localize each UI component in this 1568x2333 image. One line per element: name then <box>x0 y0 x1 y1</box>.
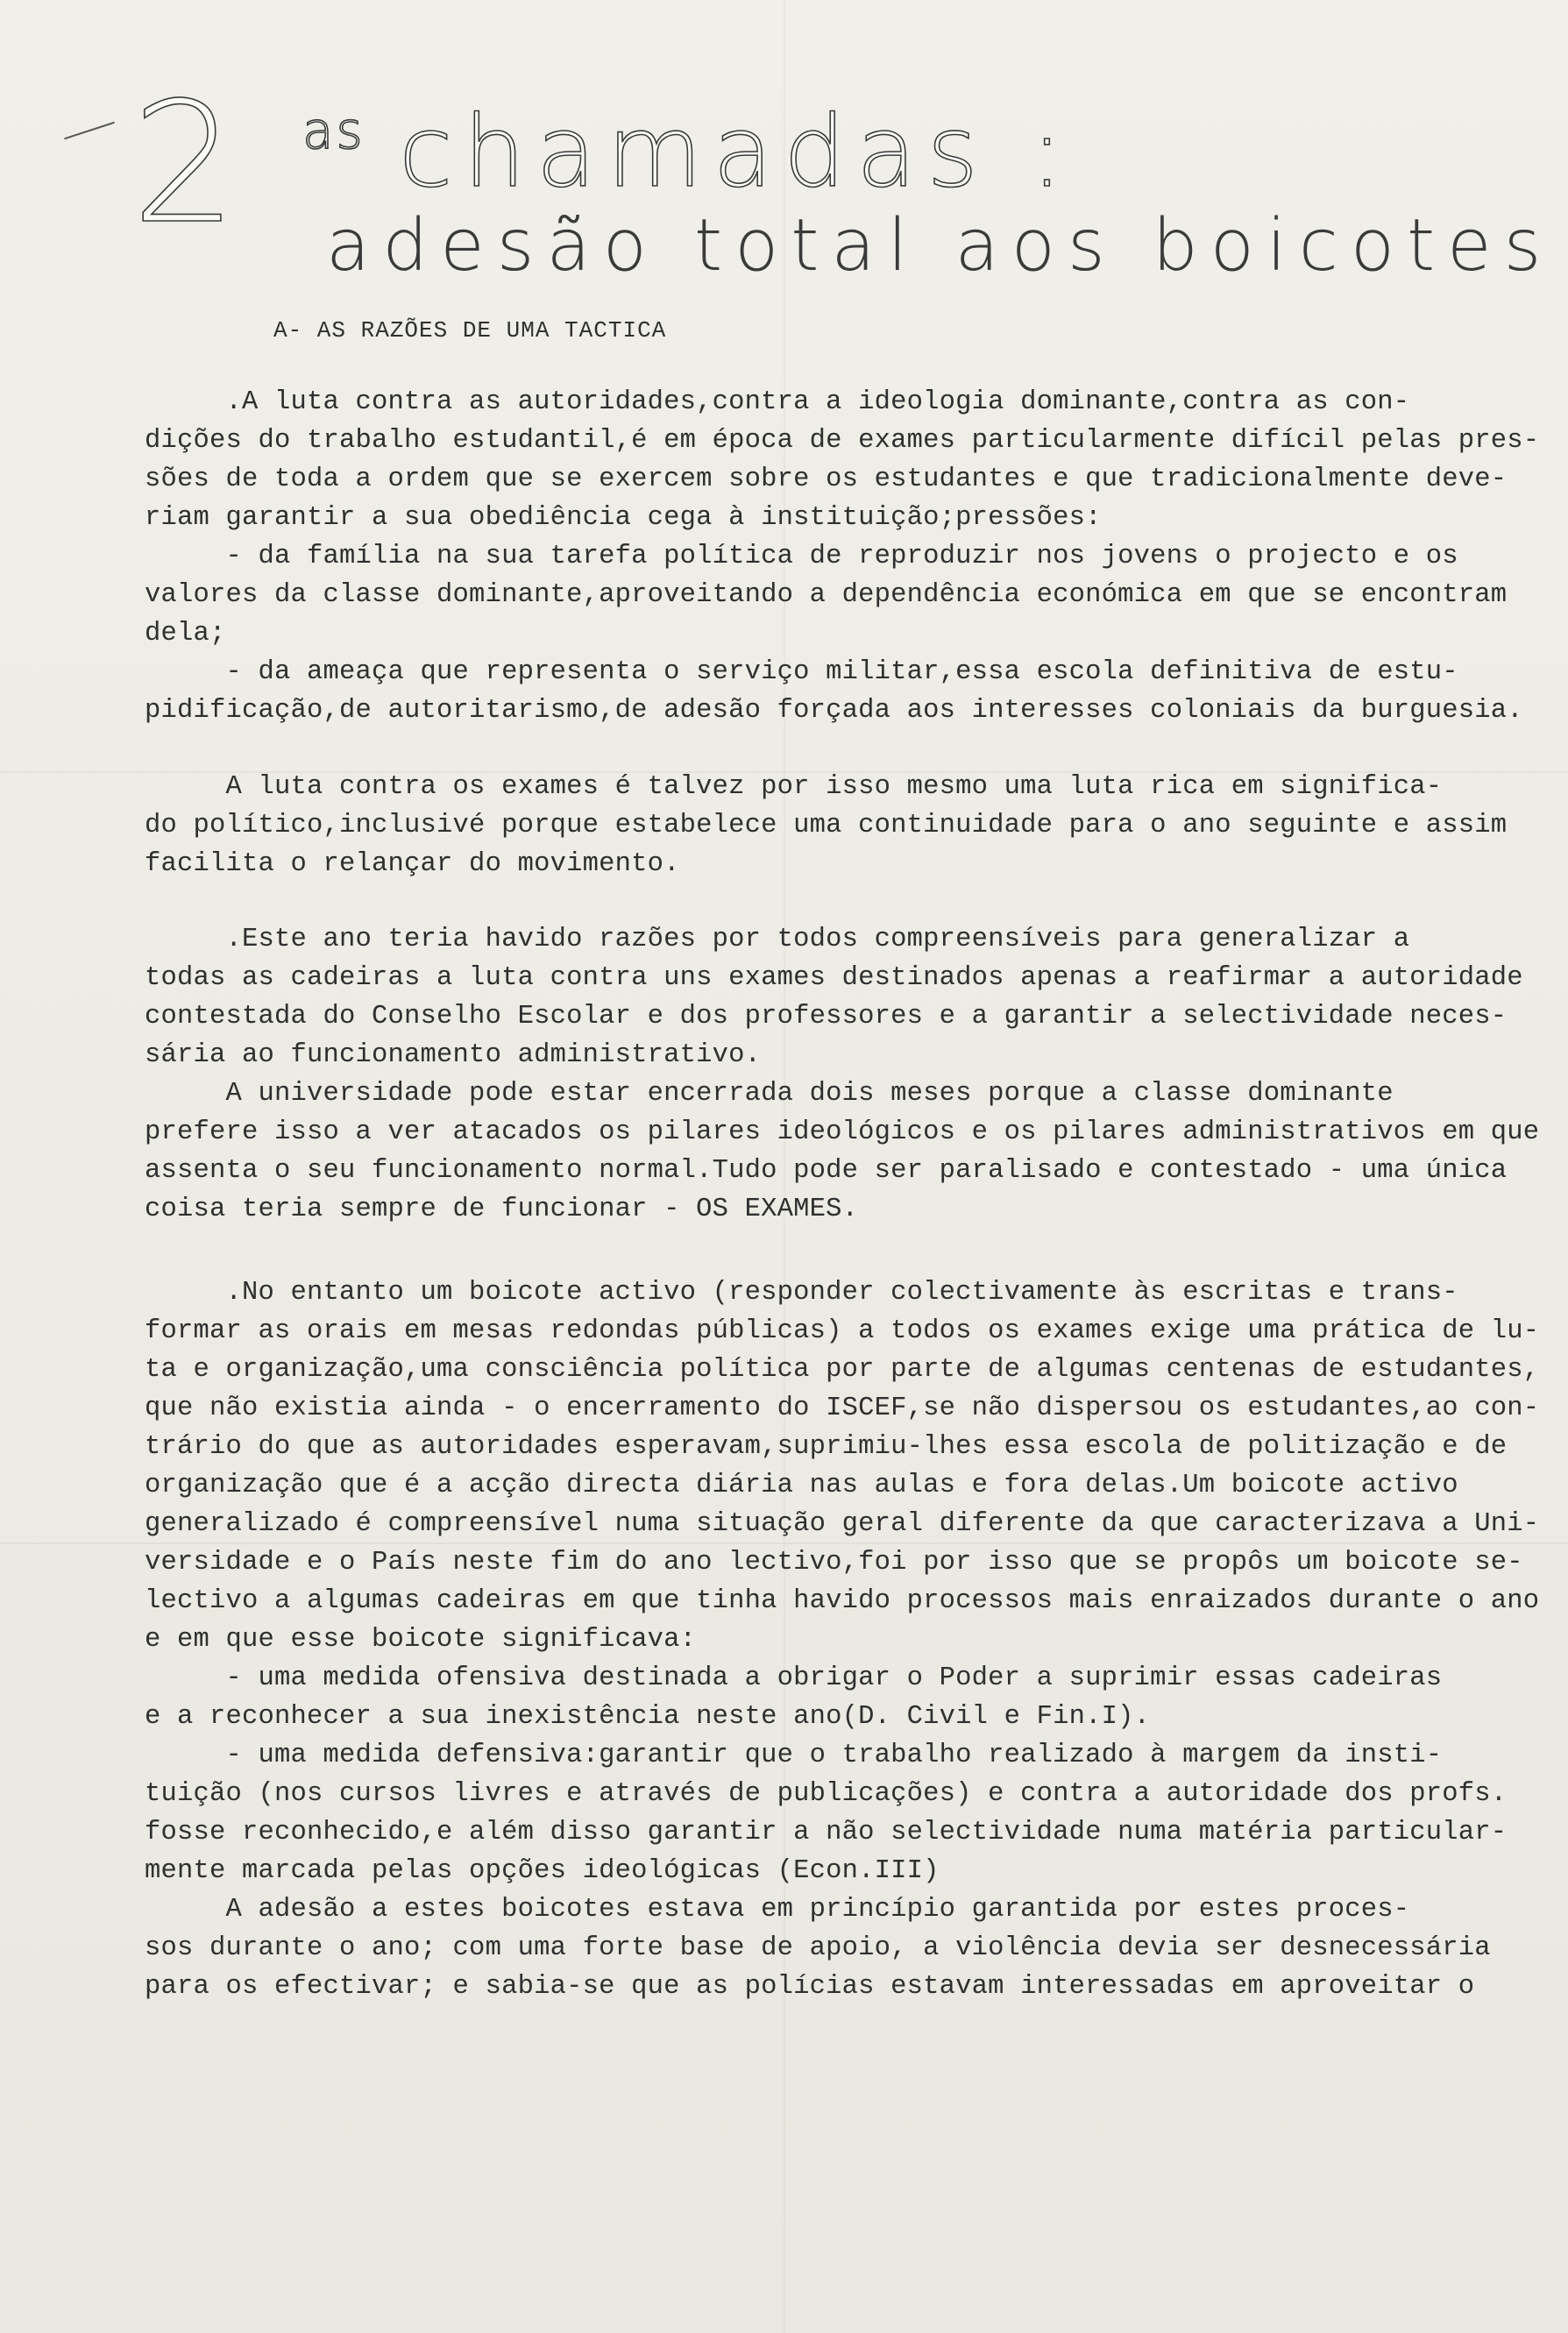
text-line: facilita o relançar do movimento. <box>145 849 680 879</box>
text-line: contestada do Conselho Escolar e dos professores e a garantir a selectividade neces- <box>145 1002 1508 1032</box>
header-number: 2 <box>131 67 240 260</box>
text-line: .A luta contra as autoridades,contra a ideologia dominante,contra as con- <box>145 387 1410 417</box>
text-line: versidade e o País neste fim do ano lectivo,foi por isso que se propôs um boicote se- <box>145 1548 1523 1578</box>
paragraph <box>145 1273 1540 2006</box>
text-line: organização que é a acção directa diária nas aulas e fora delas.Um boicote activo <box>145 1471 1458 1500</box>
header-superscript: as <box>302 101 365 160</box>
document-body <box>145 383 1540 2006</box>
section-heading: A- AS RAZÕES DE UMA TACTICA <box>273 317 667 344</box>
paragraph-spacer <box>145 730 1494 768</box>
text-line: e em que esse boicote significava: <box>145 1625 697 1655</box>
text-line: mente marcada pelas opções ideológicas (Econ.III) <box>145 1856 940 1886</box>
text-line: e a reconhecer a sua inexistência neste ano(D. Civil e Fin.I). <box>145 1702 1151 1732</box>
header-subtitle: adesão total aos boicotes <box>326 204 1554 287</box>
text-line: que não existia ainda - o encerramento do ISCEF,se não dispersou os estudantes,ao con- <box>145 1393 1540 1423</box>
text-line: .Este ano teria havido razões por todos compreensíveis para generalizar a <box>145 925 1410 954</box>
text-line: assenta o seu funcionamento normal.Tudo pode ser paralisado e contestado - uma única <box>145 1156 1508 1186</box>
text-line: para os efectivar; e sabia-se que as polícias estavam interessadas em aproveitar o <box>145 1972 1475 2002</box>
text-line: - da ameaça que representa o serviço militar,essa escola definitiva de estu- <box>145 657 1458 687</box>
text-line: dições do trabalho estudantil,é em época de exames particularmente difícil pelas pres- <box>145 426 1540 456</box>
text-line: ta e organização,uma consciência política por parte de algumas centenas de estudantes, <box>145 1355 1540 1385</box>
text-line: prefere isso a ver atacados os pilares ideológicos e os pilares administrativos em que <box>145 1117 1540 1147</box>
text-line: riam garantir a sua obediência cega à instituição;pressões: <box>145 503 1102 533</box>
text-line: formar as orais em mesas redondas públicas) a todos os exames exige uma prática de lu- <box>145 1316 1540 1346</box>
paragraph <box>145 768 1508 883</box>
text-line: do político,inclusivé porque estabelece uma continuidade para o ano seguinte e assim <box>145 811 1508 840</box>
text-line: sos durante o ano; com uma forte base de apoio, a violência devia ser desnecessária <box>145 1933 1491 1963</box>
text-line: .No entanto um boicote activo (responder colectivamente às escritas e trans- <box>145 1278 1458 1308</box>
paragraph <box>145 383 1540 730</box>
text-line: dela; <box>145 619 226 649</box>
text-line: sões de toda a ordem que se exercem sobre os estudantes e que tradicionalmente deve- <box>145 464 1508 494</box>
text-line: A adesão a estes boicotes estava em princípio garantida por estes proces- <box>145 1895 1410 1925</box>
text-line: todas as cadeiras a luta contra uns exames destinados apenas a reafirmar a autoridade <box>145 963 1523 993</box>
text-line: sária ao funcionamento administrativo. <box>145 1040 762 1070</box>
header-title: chamadas : <box>399 96 1075 209</box>
text-line: fosse reconhecido,e além disso garantir a não selectividade numa matéria particular- <box>145 1818 1508 1847</box>
pen-stroke <box>64 122 115 139</box>
text-line: tuição (nos cursos livres e através de publicações) e contra a autoridade dos profs. <box>145 1779 1508 1809</box>
text-line: - da família na sua tarefa política de reproduzir nos jovens o projecto e os <box>145 542 1458 571</box>
text-line: valores da classe dominante,aproveitando a dependência económica em que se encontram <box>145 580 1508 610</box>
text-line: A universidade pode estar encerrada dois meses porque a classe dominante <box>145 1079 1394 1109</box>
paragraph-spacer <box>145 1229 1494 1273</box>
paragraph <box>145 920 1540 1229</box>
text-line: pidificação,de autoritarismo,de adesão forçada aos interesses coloniais da burguesia. <box>145 696 1523 726</box>
paragraph-spacer <box>145 883 1494 920</box>
text-line: - uma medida ofensiva destinada a obrigar o Poder a suprimir essas cadeiras <box>145 1663 1443 1693</box>
text-line: coisa teria sempre de funcionar - OS EXAMES. <box>145 1195 859 1224</box>
text-line: trário do que as autoridades esperavam,suprimiu-lhes essa escola de politização e de <box>145 1432 1508 1462</box>
text-line: A luta contra os exames é talvez por isso mesmo uma luta rica em significa- <box>145 772 1443 802</box>
text-line: - uma medida defensiva:garantir que o trabalho realizado à margem da insti- <box>145 1741 1443 1770</box>
text-line: lectivo a algumas cadeiras em que tinha havido processos mais enraizados durante o ano <box>145 1586 1540 1616</box>
text-line: generalizado é compreensível numa situação geral diferente da que caracterizava a Uni- <box>145 1509 1540 1539</box>
